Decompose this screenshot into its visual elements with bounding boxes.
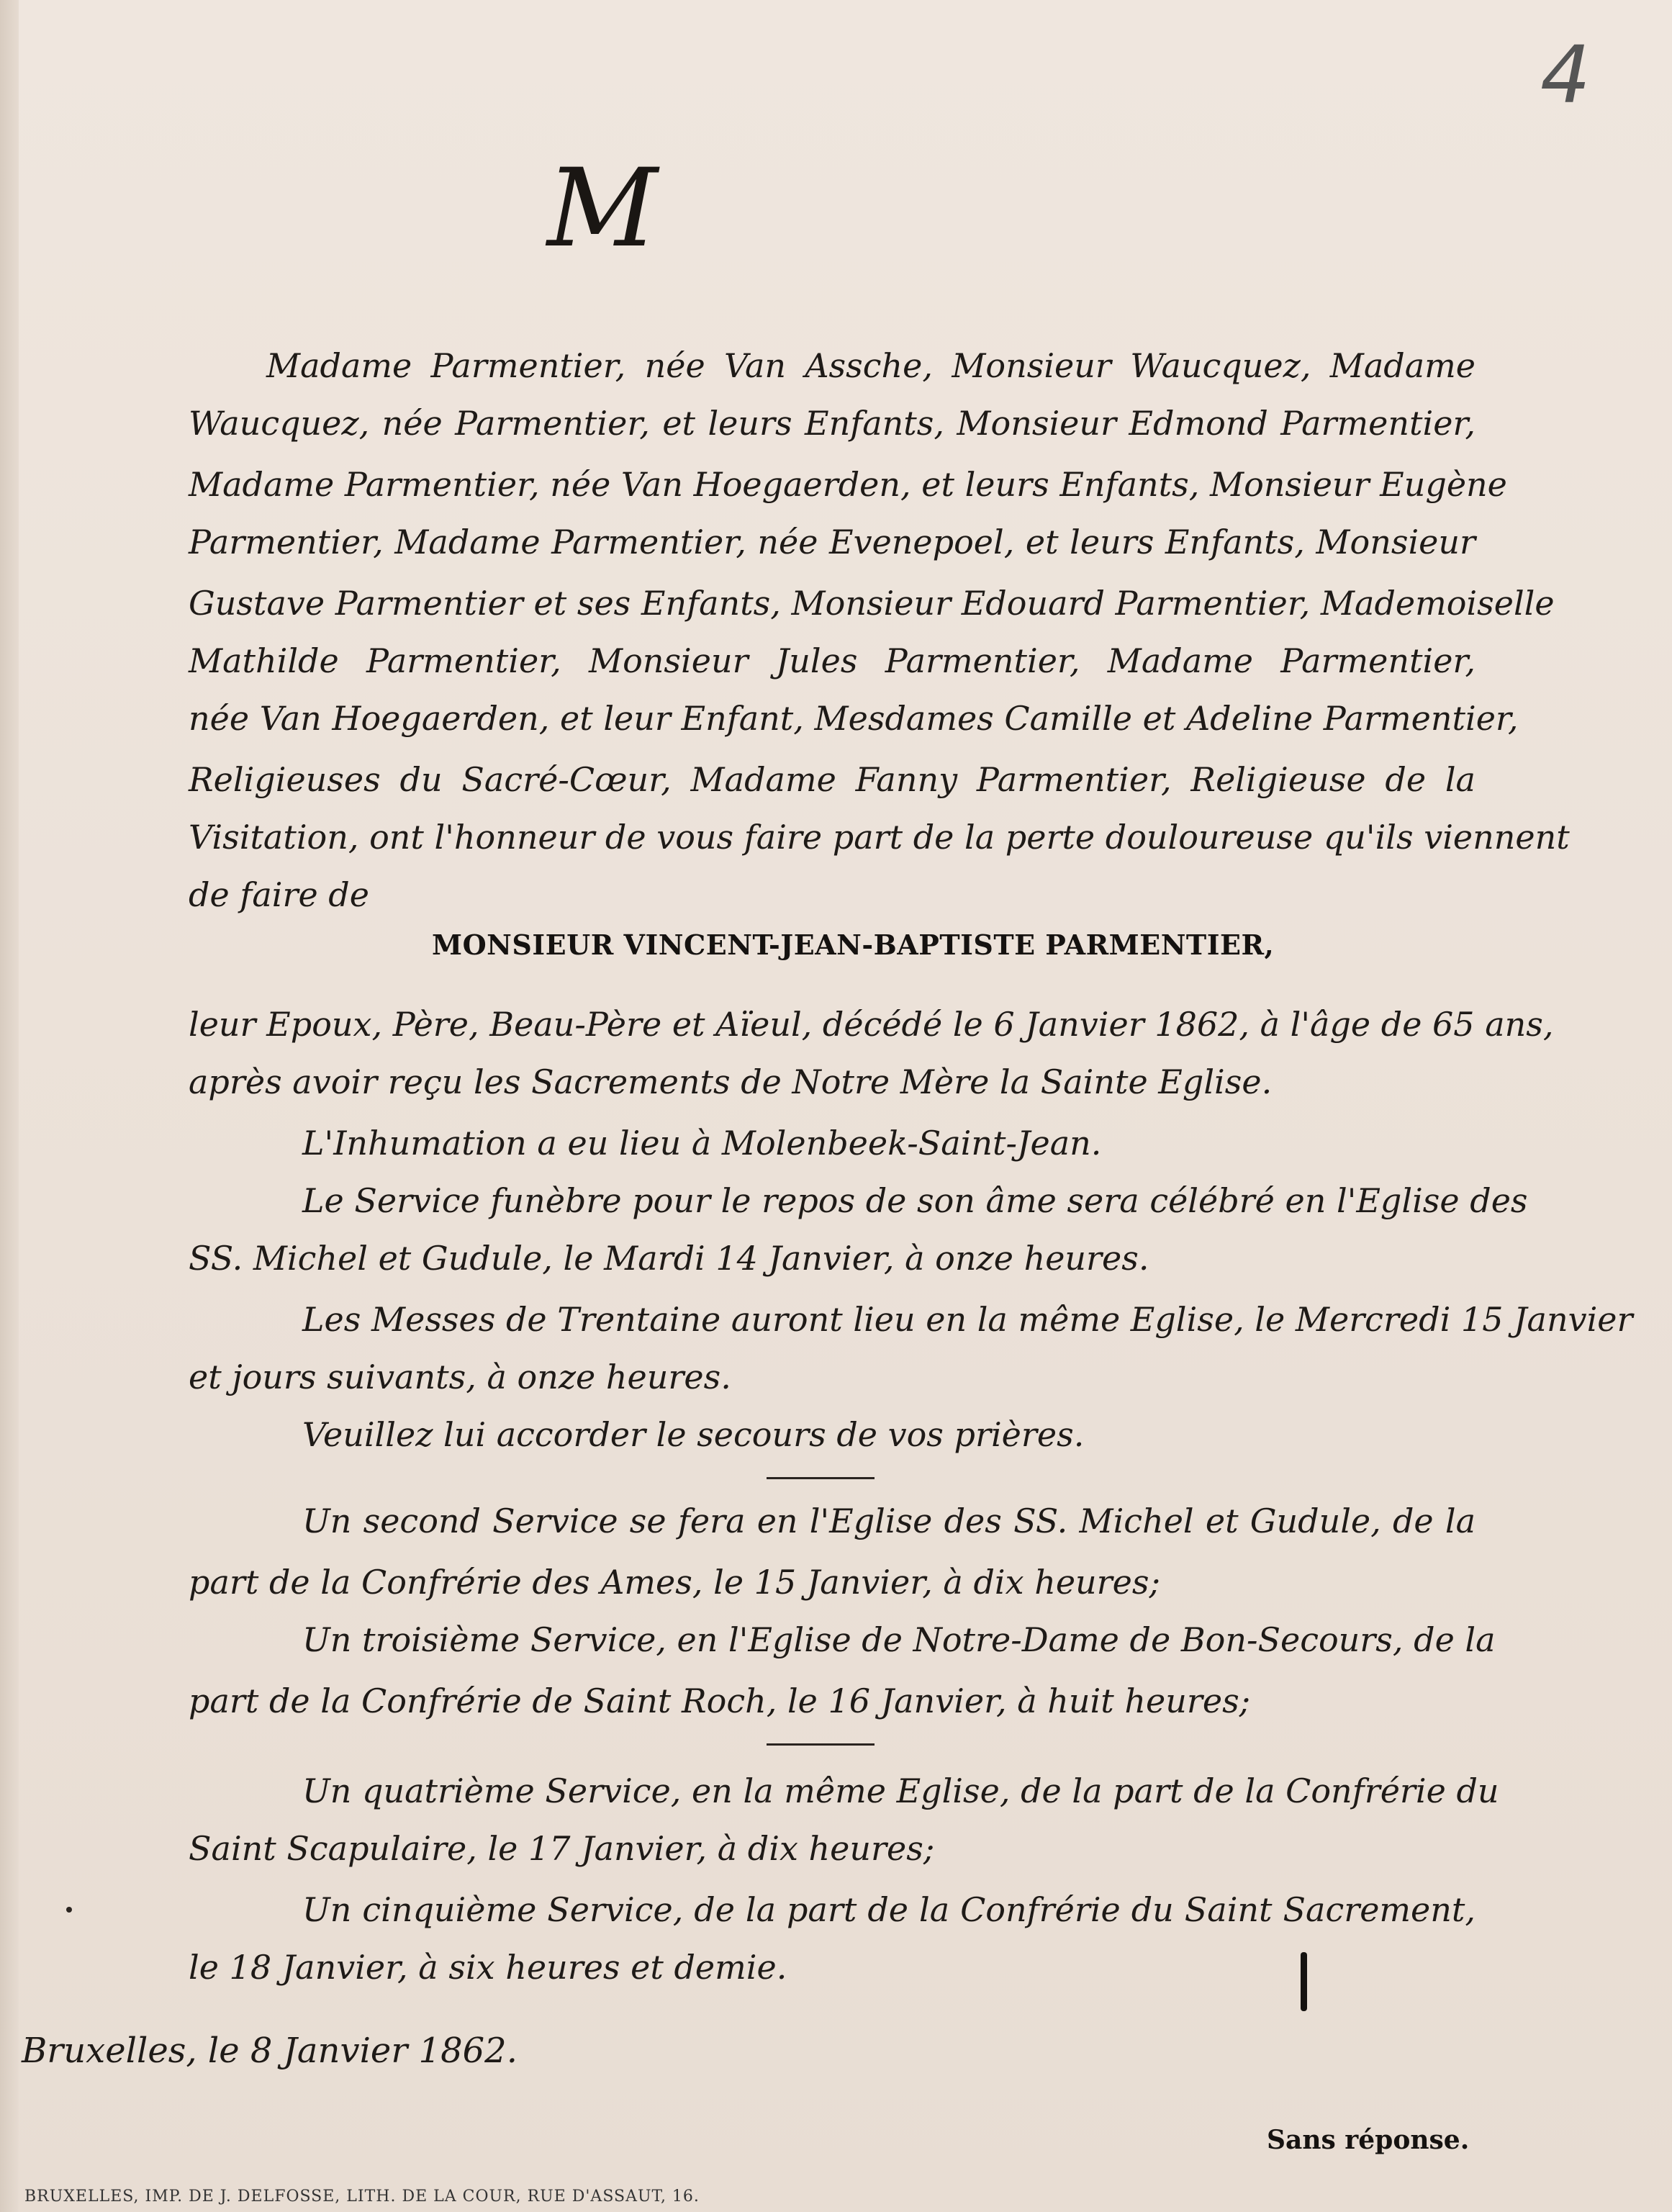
announcement-line-7: née Van Hoegaerden, et leur Enfant, Mesdames Camille et Adeline Parmentier,	[189, 699, 1519, 738]
page-number: 4	[1540, 29, 1591, 121]
divider-2	[767, 1743, 875, 1746]
announcement-line-8: Religieuses du Sacré-Cœur, Madame Fanny Parmentier, Religieuse de la	[189, 760, 1476, 799]
death-line-2: après avoir reçu les Sacrements de Notre Mère la Sainte Eglise.	[189, 1062, 1273, 1101]
messes-line-2: et jours suivants, à onze heures.	[189, 1358, 731, 1396]
ink-stroke-mark	[1301, 1952, 1307, 2011]
second-service-line-2: part de la Confrérie des Ames, le 15 Janvier, à dix heures;	[189, 1563, 1160, 1602]
second-service-line-1: Un second Service se fera en l'Eglise des SS. Michel et Gudule, de la	[302, 1502, 1476, 1540]
announcement-line-10: de faire de	[189, 875, 369, 914]
fourth-service-line-2: Saint Scapulaire, le 17 Janvier, à dix heures;	[189, 1829, 935, 1868]
service-line-2: SS. Michel et Gudule, le Mardi 14 Janvier, à onze heures.	[189, 1239, 1149, 1278]
fifth-service-line-1: Un cinquième Service, de la part de la Confrérie du Saint Sacrement,	[302, 1890, 1476, 1929]
announcement-line-5: Gustave Parmentier et ses Enfants, Monsieur Edouard Parmentier, Mademoiselle	[189, 584, 1555, 623]
printer-imprint: BRUXELLES, IMP. DE J. DELFOSSE, LITH. DE LA COUR, RUE D'ASSAUT, 16.	[24, 2188, 700, 2206]
inhumation-line: L'Inhumation a eu lieu à Molenbeek-Saint-Jean.	[302, 1124, 1102, 1163]
page-edge	[0, 0, 19, 2212]
announcement-line-1: Madame Parmentier, née Van Assche, Monsieur Waucquez, Madame	[266, 346, 1476, 385]
service-line-1: Le Service funèbre pour le repos de son âme sera célébré en l'Eglise des	[302, 1181, 1528, 1220]
death-line-1: leur Epoux, Père, Beau-Père et Aïeul, décédé le 6 Janvier 1862, à l'âge de 65 ans,	[189, 1005, 1554, 1044]
divider-1	[767, 1477, 875, 1479]
messes-line-1: Les Messes de Trentaine auront lieu en la même Eglise, le Mercredi 15 Janvier	[302, 1300, 1633, 1339]
third-service-line-2: part de la Confrérie de Saint Roch, le 16 Janvier, à huit heures;	[189, 1681, 1251, 1720]
announcement-line-3: Madame Parmentier, née Van Hoegaerden, et leurs Enfants, Monsieur Eugène	[189, 465, 1507, 504]
fifth-service-line-2: le 18 Janvier, à six heures et demie.	[189, 1948, 787, 1987]
fourth-service-line-1: Un quatrième Service, en la même Eglise, de la part de la Confrérie du	[302, 1771, 1499, 1810]
announcement-line-9: Visitation, ont l'honneur de vous faire part de la perte douloureuse qu'ils viennent	[189, 818, 1570, 857]
announcement-line-4: Parmentier, Madame Parmentier, née Evenepoel, et leurs Enfants, Monsieur	[189, 523, 1476, 561]
decorative-initial: M	[547, 146, 658, 271]
third-service-line-1: Un troisième Service, en l'Eglise de Notre-Dame de Bon-Secours, de la	[302, 1620, 1496, 1659]
announcement-line-2: Waucquez, née Parmentier, et leurs Enfants, Monsieur Edmond Parmentier,	[189, 404, 1476, 443]
deceased-name: MONSIEUR VINCENT-JEAN-BAPTISTE PARMENTIER,	[432, 929, 1275, 961]
place-and-date: Bruxelles, le 8 Janvier 1862.	[22, 2031, 518, 2071]
announcement-line-6: Mathilde Parmentier, Monsieur Jules Parmentier, Madame Parmentier,	[189, 641, 1476, 680]
no-reply-note: Sans réponse.	[1267, 2125, 1470, 2155]
ink-dot	[66, 1907, 72, 1913]
prayers-line: Veuillez lui accorder le secours de vos prières.	[302, 1415, 1085, 1454]
